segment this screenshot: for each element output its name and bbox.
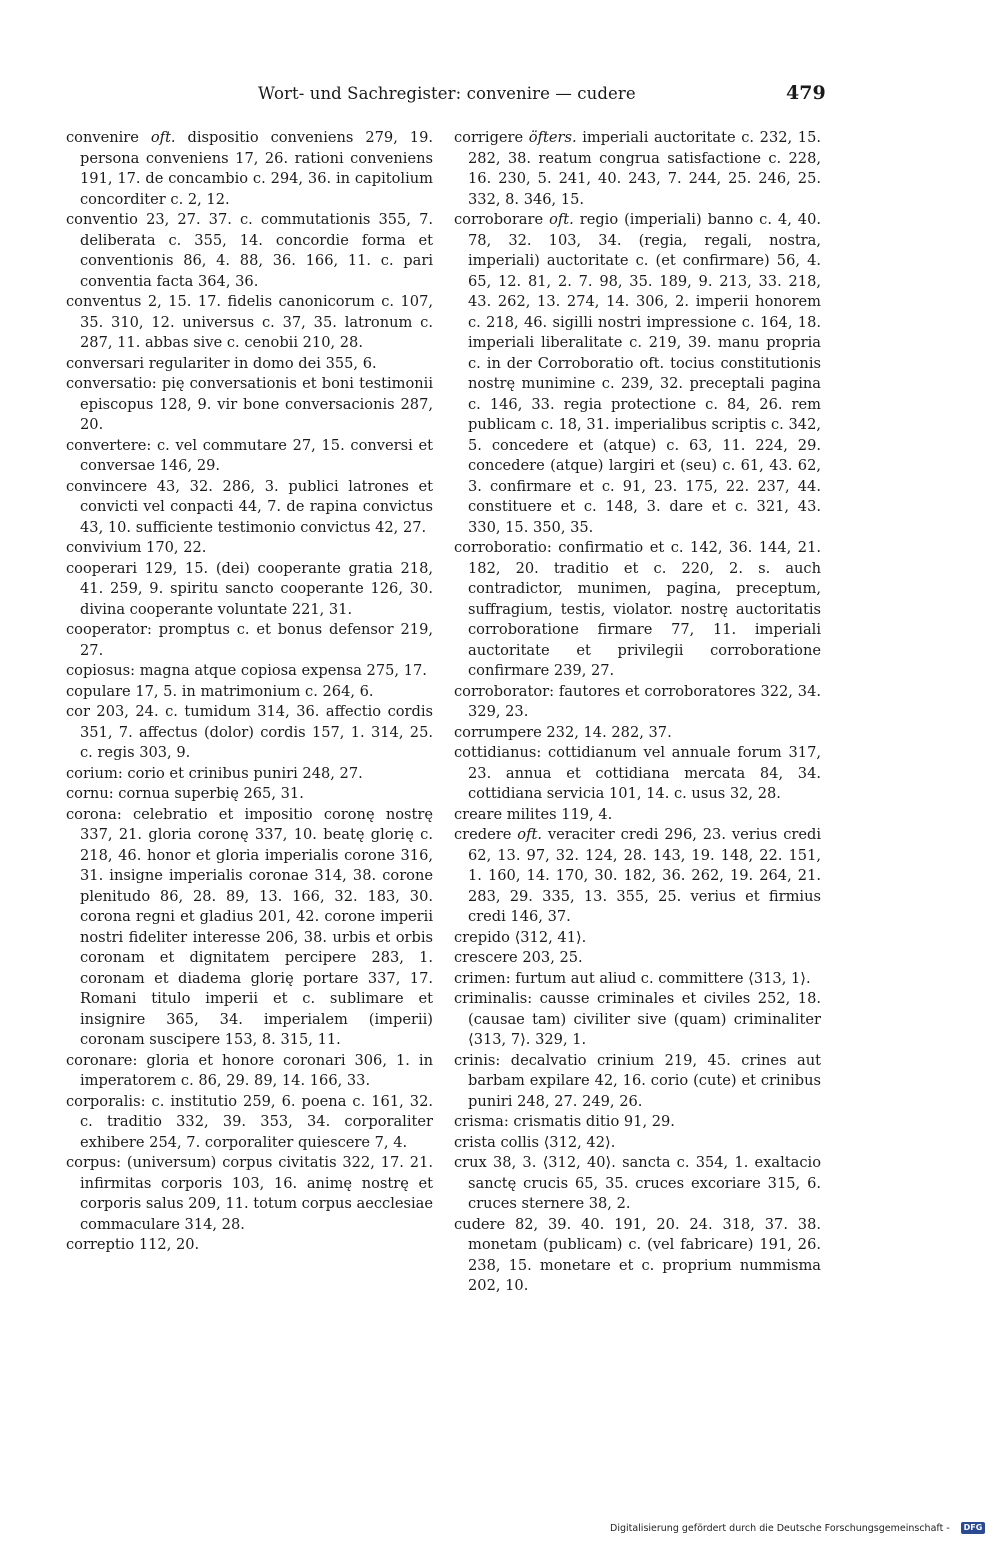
- entry-references: regulariter in domo dei 355, 6.: [144, 354, 377, 372]
- index-entry: [66, 436, 433, 477]
- entry-frequency-note: öfters.: [528, 129, 577, 146]
- entry-references: : gloria et honore coronari 306, 1. in imperatorem c. 86, 29. 89, 14. 166, 33.: [80, 1051, 433, 1089]
- entry-references: : corio et crinibus puniri 248, 27.: [117, 764, 363, 782]
- entry-references: : celebratio et impositio coronę nostrę 337, 21. gloria coronę 337, 10. beatę glorię c. 218, 46. honor et gloria imperialis corone 316, 31. insigne imperialis coronae 314, 38. corone plenitudo 86, 28. 89, 13. 166, 32. 183, 30. corona regni et gladius 201, 42. corone imperii nostri fideliter interesse 206, 38. urbis et orbis coronam et dignitatem percipere 283, 1. coronam et diadema glorię portare 337, 17. Romani titulo imperii et c. sublimare et insignire 365, 34. imperialem (imperii) coronam suscipere 153, 8. 315, 11.: [80, 805, 433, 1048]
- index-entry: [66, 661, 433, 682]
- entry-headword: creare: [454, 805, 503, 823]
- index-entry: [454, 743, 821, 805]
- index-entry: [454, 805, 821, 826]
- index-entry: [454, 128, 821, 210]
- entry-references: 23, 27. 37. c. commutationis 355, 7. deliberata c. 355, 14. concordie forma et conventionis 86, 4. 88, 36. 166, 11. c. pari conventia facta 364, 36.: [80, 211, 433, 290]
- index-entry: [66, 210, 433, 292]
- entry-headword: conversari: [66, 354, 145, 372]
- index-entry: [66, 354, 433, 375]
- entry-headword: corporalis: [66, 1092, 141, 1110]
- entry-references: : c. vel commutare 27, 15. conversi et conversae 146, 29.: [80, 436, 433, 474]
- entry-references: : cornua superbię 265, 31.: [108, 785, 304, 802]
- index-entry: [66, 702, 433, 764]
- entry-references: veraciter credi 296, 23. verius credi 62, 13. 97, 32. 124, 28. 143, 19. 148, 22. 151, 1. 160, 14. 170, 30. 182, 36. 262, 19. 264, 21. 283, 29. 335, 13. 355, 25. verius et firmius credi 146, 37.: [468, 826, 821, 925]
- index-entry: [66, 805, 433, 1051]
- entry-headword: cooperator: [66, 621, 148, 638]
- entry-headword: crepido: [454, 928, 510, 946]
- entry-references: milites 119, 4.: [502, 805, 613, 823]
- entry-references: 203, 24. c. tumidum 314, 36. affectio cordis 351, 7. affectus (dolor) cordis 157, 1. 314, 25. c. regis 303, 9.: [80, 703, 433, 761]
- index-entry: [66, 1092, 433, 1154]
- entry-headword: corpus: [66, 1154, 117, 1171]
- index-entry: [454, 1215, 821, 1297]
- entry-references: ⟨312, 41⟩.: [509, 928, 587, 946]
- index-entry: [454, 1153, 821, 1215]
- index-entry: [66, 1153, 433, 1235]
- index-entry: [66, 620, 433, 661]
- entry-references: 43, 32. 286, 3. publici latrones et convicti vel conpacti 44, 7. de rapina convictus 43, 10. sufficiente testimonio convictus 42, 27.: [80, 477, 433, 536]
- entry-references: 112, 20.: [134, 1236, 200, 1253]
- index-entry: [454, 1112, 821, 1133]
- entry-headword: crinis: [454, 1051, 496, 1069]
- entry-references: 129, 15. (dei) cooperante gratia 218, 41. 259, 9. spiritu sancto cooperante 126, 30. divina cooperante voluntate 221, 31.: [80, 559, 433, 618]
- index-column-right: [454, 128, 821, 1297]
- entry-headword: coronare: [66, 1051, 133, 1069]
- entry-references: : confirmatio et c. 142, 36. 144, 21. 182, 20. traditio et c. 220, 2. s. auch contradictor, munimen, pagina, preceptum, suffragium, testis, violator. nostrę auctoritatis corroboratione firmare 77, 11. imperiali auctoritate et privilegii corroboratione confirmare 239, 27.: [468, 539, 821, 679]
- index-entry: [66, 477, 433, 539]
- entry-references: : (universum) corpus civitatis 322, 17. 21. infirmitas corporis 103, 16. animę nostrę et corporis salus 209, 11. totum corpus aecclesiae commaculare 314, 28.: [80, 1154, 433, 1233]
- entry-headword: corroboratio: [454, 539, 547, 556]
- entry-headword: corona: [66, 805, 117, 823]
- index-entry: [454, 969, 821, 990]
- entry-headword: conventio: [66, 211, 138, 228]
- index-entry: [66, 682, 433, 703]
- entry-references: 232, 14. 282, 37.: [541, 723, 672, 741]
- entry-frequency-note: oft.: [549, 211, 574, 228]
- index-entry: [66, 292, 433, 354]
- index-entry: [66, 764, 433, 785]
- index-entry: [454, 538, 821, 682]
- entry-headword: copiosus: [66, 662, 131, 679]
- entry-headword: corroborare: [454, 211, 544, 228]
- page-number: 479: [786, 82, 826, 104]
- entry-headword: convincere: [66, 477, 148, 495]
- funding-note: Digitalisierung gefördert durch die Deutsche Forschungsgemeinschaft -: [610, 1523, 950, 1534]
- entry-headword: crisma: [454, 1113, 504, 1130]
- entry-headword: cornu: [66, 785, 109, 802]
- entry-headword: corium: [66, 764, 118, 782]
- entry-headword: cooperari: [66, 559, 138, 577]
- entry-references: : decalvatio crinium 219, 45. crines aut barbam expilare 42, 16. corio (cute) et crinibus puniri 248, 27. 249, 26.: [468, 1051, 821, 1110]
- entry-headword: crista: [454, 1133, 496, 1151]
- entry-headword: convivium: [66, 539, 142, 556]
- entry-references: : crismatis ditio 91, 29.: [503, 1113, 675, 1130]
- entry-headword: cudere: [454, 1215, 506, 1233]
- entry-references: : cottidianum vel annuale forum 317, 23. annua et cottidiana mercata 84, 34. cottidiana servicia 101, 14. c. usus 32, 28.: [468, 744, 821, 802]
- index-entry: [454, 210, 821, 538]
- entry-frequency-note: oft.: [150, 129, 176, 146]
- index-entry: [66, 374, 433, 436]
- entry-headword: cottidianus: [454, 744, 537, 761]
- index-entry: [454, 682, 821, 723]
- entry-references: regio (imperiali) banno c. 4, 40. 78, 32. 103, 34. (regia, regali, nostra, imperiali) auctoritate c. (et confirmare) 56, 4. 65, 12. 81, 2. 7. 98, 35. 189, 9. 213, 33. 218, 43. 262, 13. 274, 14. 306, 2. imperii honorem c. 218, 46. sigilli nostri impressione c. 164, 18. imperiali liberalitate c. 219, 39. manu propria c. in der Corroboratio oft. tocius constitutionis nostrę munimine c. 239, 32. preceptali pagina c. 146, 33. regia protectione c. 84, 26. rem publicam c. 18, 31. imperialibus scriptis c. 342, 5. concedere et (atque) c. 63, 11. 224, 29. concedere (atque) largiri et (seu) c. 61, 43. 62, 3. confirmare et c. 91, 23. 175, 22. 237, 44. constituere et c. 148, 3. dare et c. 321, 43. 330, 15. 350, 35.: [468, 211, 821, 536]
- entry-references: : magna atque copiosa expensa 275, 17.: [130, 662, 427, 679]
- entry-references: 203, 25.: [517, 949, 583, 966]
- entry-references: : pię conversationis et boni testimonii episcopus 128, 9. vir bone conversacionis 287, 20.: [80, 375, 433, 433]
- entry-references: : furtum aut aliud c. committere ⟨313, 1⟩.: [505, 969, 811, 987]
- index-entry: [454, 1133, 821, 1154]
- entry-references: : c. institutio 259, 6. poena c. 161, 32. c. traditio 332, 39. 353, 34. corporaliter exhibere 254, 7. corporaliter quiescere 7, 4.: [80, 1092, 433, 1151]
- index-entry: [66, 1235, 433, 1256]
- entry-headword: corroborator: [454, 682, 550, 700]
- entry-headword: crescere: [454, 949, 518, 966]
- entry-headword: corrumpere: [454, 723, 542, 741]
- index-entry: [66, 784, 433, 805]
- index-entry: [66, 128, 433, 210]
- entry-headword: crimen: [454, 969, 506, 987]
- index-entry: [454, 825, 821, 928]
- entry-references: : promptus c. et bonus defensor 219, 27.: [80, 621, 433, 659]
- entry-headword: correptio: [66, 1236, 135, 1253]
- entry-references: : causse criminales et civiles 252, 18. (causae tam) civiliter sive (quam) criminaliter ⟨313, 7⟩. 329, 1.: [468, 990, 821, 1048]
- index-entry: [454, 1051, 821, 1113]
- entry-headword: corrigere: [454, 129, 524, 146]
- index-entry: [454, 948, 821, 969]
- index-entry: [66, 538, 433, 559]
- entry-references: 170, 22.: [141, 539, 207, 556]
- entry-headword: copulare: [66, 682, 131, 700]
- entry-references: imperiali auctoritate c. 232, 15. 282, 38. reatum congrua satisfactione c. 228, 16. 230, 5. 241, 40. 243, 7. 244, 25. 246, 25. 332, 8. 346, 15.: [468, 129, 821, 208]
- entry-references: : fautores et corroboratores 322, 34. 329, 23.: [468, 682, 821, 720]
- page-header: [0, 82, 1000, 110]
- entry-references: 2, 15. 17. fidelis canonicorum c. 107, 35. 310, 12. universus c. 37, 35. latronum c. 287, 11. abbas sive c. cenobii 210, 28.: [80, 293, 433, 351]
- entry-references: 38, 3. ⟨312, 40⟩. sancta c. 354, 1. exaltacio sanctę crucis 65, 35. cruces excoriare 315, 6. cruces sternere 38, 2.: [468, 1154, 821, 1212]
- entry-references: collis ⟨312, 42⟩.: [495, 1133, 616, 1151]
- index-entry: [66, 1051, 433, 1092]
- entry-headword: conversatio: [66, 375, 152, 392]
- entry-frequency-note: oft.: [517, 826, 542, 843]
- entry-headword: conventus: [66, 293, 142, 310]
- index-entry: [454, 723, 821, 744]
- dfg-logo-icon: DFG: [961, 1522, 985, 1534]
- index-entry: [66, 559, 433, 621]
- entry-references: dispositio conveniens 279, 19. persona conveniens 17, 26. rationi conveniens 191, 17. de concambio c. 294, 36. in capitolium concorditer c. 2, 12.: [80, 129, 433, 208]
- entry-headword: crux: [454, 1154, 487, 1171]
- entry-headword: credere: [454, 826, 512, 843]
- entry-headword: convenire: [66, 129, 139, 146]
- running-head-title: Wort- und Sachregister: convenire — cudere: [258, 84, 636, 103]
- entry-headword: cor: [66, 703, 90, 720]
- entry-headword: convertere: [66, 436, 147, 454]
- index-entry: [454, 989, 821, 1051]
- entry-headword: criminalis: [454, 990, 528, 1007]
- entry-references: 17, 5. in matrimonium c. 264, 6.: [130, 682, 374, 700]
- index-entry: [454, 928, 821, 949]
- index-column-left: [66, 128, 433, 1256]
- entry-references: 82, 39. 40. 191, 20. 24. 318, 37. 38. monetam (publicam) c. (vel fabricare) 191, 26. 238, 15. monetare et c. proprium nummisma 202, 10.: [468, 1215, 821, 1294]
